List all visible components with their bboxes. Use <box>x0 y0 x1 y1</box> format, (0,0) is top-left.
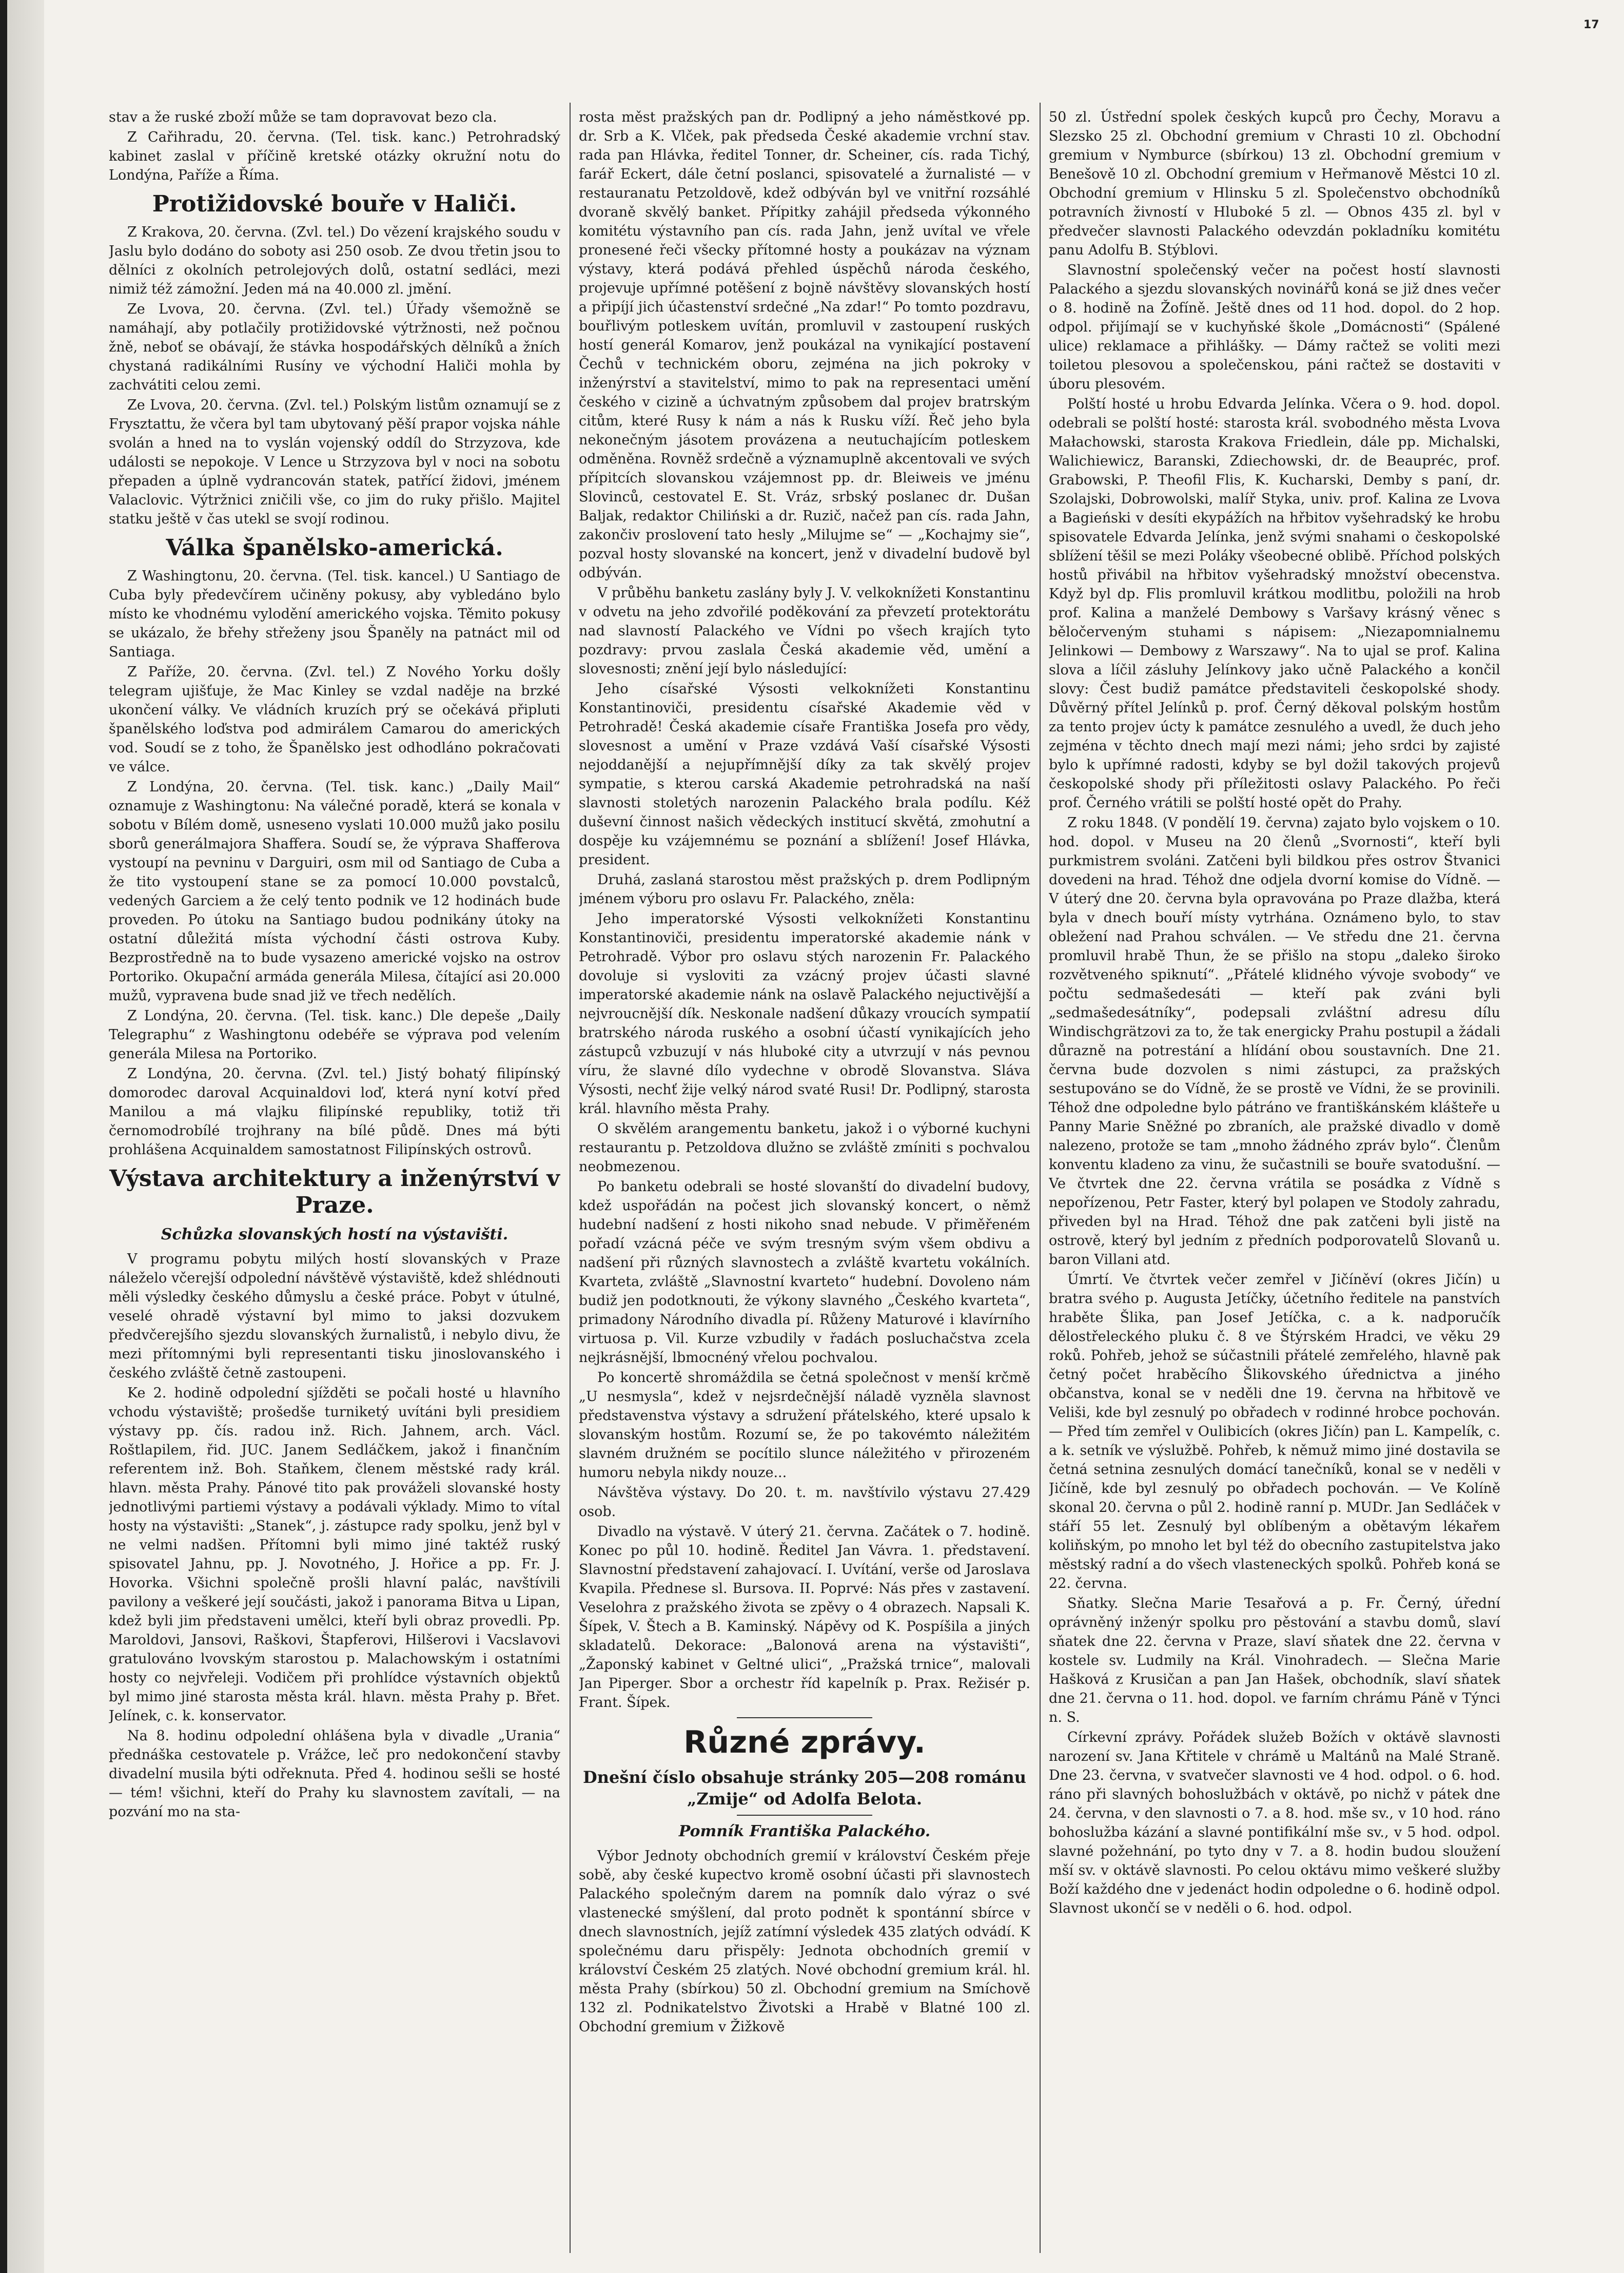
separator-rule <box>737 1717 872 1718</box>
separator-rule <box>737 1815 872 1816</box>
article-text: Z roku 1848. (V pondělí 19. června) zajato bylo vojskem o 10. hod. dopol. v Museu na 20 členů „Svornosti“, kteří byli purkmistrem svoláni. Zatčeni byli bildkou přes ostrov Štvanici dovedeni na hrad. Téhož dne odjela dvorní komise do Vídně. — V úterý dne 20. června byla opravována po Praze dlažba, která byla v dnech bouří místy vytrhána. Oznámeno bylo, to stav obležení nad Prahou schválen. — Ve středu dne 21. června promluvil hrabě Thun, že se přišlo na stopu „daleko široko rozvětveného spiknutí“. „Přátelé klidného vývoje svobody“ ve počtu sedmašedesáti — kteří pak zváni byli „sedmašedesátníky“, podepsali zvláštní adresu dílu Windischgrätzovi za to, že tak energicky Prahu postupil a žádali důrazně na potrestání a hlídání obou soustavních. Dne 21. června bude dozvolen s nimi zástupci, za pražských sestupováno se do Vídně, že se prostě ve Vídni, že se provinili. Téhož dne odpoledne bylo pátráno ve františkánském klášteře u Panny Marie Sněžné po zbraních, ale pražské divadlo v domě nalezeno, protože se tam „mnoho žádného zpráv bylo“. Členům konventu kladeno za vinu, že sučastnili se bouře svatodušní. — Ve čtvrtek dne 22. června vrátila se posádka z Vídně s nepořízenou, Petr Faster, který byl polapen ve Stodoly zahradu, přiveden byl na Hrad. Téhož dne pak zatčeni byli jistě na ostrově, který byl jedním z předních podporovatelů Slovanů u. baron Villani atd. <box>1049 815 1500 1268</box>
article-text: Z Krakova, 20. června. (Zvl. tel.) Do vězení krajského soudu v Jaslu bylo dodáno do soboty asi 250 osob. Ze dvou třetin jsou to dělníci z okolních petrolejových dolů, ostatní sedláci, mezi nimiž též zámožní. Jeden má na 40.000 zl. jmění. <box>109 224 560 297</box>
section-heading: Výstava architektury a inženýrství v Praze. <box>109 1165 560 1218</box>
article-text: Slavnostní společenský večer na počest hostí slavnosti Palackého a sjezdu slovanských novinářů koná se již dnes večer o 8. hodině na Žofíně. Ještě dnes od 11 hod. dopol. do 2 hop. odpol. přijímají se v kuchyňské škole „Domácnosti“ (Spálené ulice) reklamace a přihlášky. — Dámy račtež se voliti mezi toiletou plesovou a společenskou, páni račtež se dostaviti v úboru plesovém. <box>1049 262 1500 392</box>
article-text: V průběhu banketu zaslány byly J. V. velkoknížeti Konstantinu v odvetu na jeho zdvořilé poděkování za převzetí protektorátu nad slavností Palackého ve Vídni po všech krajích tyto pozdravy: prvou zaslala Česká akademie věd, umění a slovesnosti; znění její bylo následující: <box>579 585 1030 677</box>
column-end <box>1049 1919 1500 1924</box>
article-text: Ze Lvova, 20. června. (Zvl. tel.) Polským listům oznamují se z Frysztattu, že včera byl tam ubytovaný pěší prapor vojska náhle svolán a hned na to vyslán vojenský oddíl do Strzyzova, kde události se nepokoje. V Lence u Strzyzova byl v noci na sobotu přepaden a úplně vydrancován statek, patřící židovi, jménem Valaclovic. Výtržnici zničili vše, co jim do ruky přišlo. Majitel statku ještě v čas utekl se svojí rodinou. <box>109 397 560 527</box>
article-text: Sňatky. Slečna Marie Tesařová a p. Fr. Černý, úřední oprávněný inženýr spolku pro pěstování a stavbu domů, slaví sňatek dne 22. června v Praze, slaví sňatek dne 22. června v kostele sv. Ludmily na Král. Vinohradech. — Slečna Marie Hašková z Krusičan a pan Jan Hašek, obchodník, slaví sňatek dne 21. června o 11. hod. dopol. ve farním chrámu Páně v Týnci n. S. <box>1049 1596 1500 1725</box>
article-text: Výbor Jednoty obchodních gremií v království Českém přeje sobě, aby české kupectvo kromě osobní účasti při slavnostech Palackého společným darem na pomník dalo výraz o své vlastenecké smýšlení, dal proto podnět k spontánní sbírce v dnech slavnostních, jejíž zatímní výsledek 435 zlatých odvádí. K společnému daru přispěly: Jednota obchodních gremií v království Českém 25 zlatých. Nové obchodní gremium král. hl. města Prahy (sbírkou) 50 zl. Obchodní gremium na Smíchově 132 zl. Podnikatelstvo Životski a Hrabě v Blatné 100 zl. Obchodní gremium v Žižkově <box>579 1848 1030 2035</box>
section-heading: Různé zprávy. <box>683 1724 926 1760</box>
column-2 <box>579 108 1030 2253</box>
article-text: Z Washingtonu, 20. června. (Tel. tisk. kancel.) U Santiago de Cuba byly předevčírem učiněny pokusy, aby vybledáno bylo místo ke vhodnému vylodění amerického vojska. Těmito pokusy se ukázalo, že břehy střeženy jsou Španěly na patnáct mil od Santiaga. <box>109 568 560 660</box>
article-text: Na 8. hodinu odpolední ohlášena byla v divadle „Urania“ přednáška cestovatele p. Vrážce, leč pro nedokončení stavby divadelní musila býti odřeknuta. Před 4. hodinou sešli se hosté — tém! všichni, kteří do Prahy ku slavnostem zavítali, — na pozvání mo na sta- <box>109 1728 560 1820</box>
article-text: 50 zl. Ústřední spolek českých kupců pro Čechy, Moravu a Slezsko 25 zl. Obchodní gremium v Chrasti 10 zl. Obchodní gremium v Nymburce (sbírkou) 13 zl. Obchodní gremium v Benešově 10 zl. Obchodní gremium v Heřmanově Městci 10 zl. Obchodní gremium v Hlinsku 5 zl. Společenstvo obchodníků potravních živností v Hluboké 5 zl. — Obnos 435 zl. byl v předvečer slavnosti Palackého odevzdán pokladníku komitétu panu Adolfu B. Stýblovi. <box>1049 109 1500 258</box>
article-text: Z Paříže, 20. června. (Zvl. tel.) Z Nového Yorku došly telegram ujišťuje, že Mac Kinley se vzdal naděje na brzké ukončení války. Ve vládních kruzích prý se očekává připluti španělského loďstva pod admirálem Camarou do amerických vod. Soudí se z toho, že Španělsko jest odhodláno pokračovati ve válce. <box>109 664 560 775</box>
column-rule <box>570 103 571 2253</box>
article-text: Polští hosté u hrobu Edvarda Jelínka. Včera o 9. hod. dopol. odebrali se polští hosté: starosta král. svobodného města Lvova Małachowski, starosta Krakova Friedlein, dále pp. Michalski, Walichiewicz, Baranski, Zdiechowski, dr. de Beaupréc, prof. Grabowski, P. Theofil Flis, K. Kucharski, Demby s paní, dr. Szolajski, Dobrowolski, malíř Styka, univ. prof. Kalina ze Lvova a Bagieński v desíti ekypážích na hřbitov vyšehradský ke hrobu spisovatele Edvarda Jelínka, jenž svými snahami o českopolské sblížení těšil se mezi Poláky všeobecné oblibě. Příchod polských hostů přivábil na hřbitov vyšehradský množství obecenstva. Když byl dp. Flis promluvil krátkou modlitbu, položili na hrob prof. Kalina a manželé Dembowy s Varšavy krásný věnec s běločerveným stuhami s nápisem: „Niezapomnialnemu Jelinkowi — Dembowy z Warszawy“. Na to ujal se prof. Kalina slova a líčil zásluhy Jelínkovy jako učně Palackého a končil slovy: Čest budiž památce představiteli českopolské shody. Důvěrný přítel Jelínků p. prof. Černý děkoval polským hostům za tento projev úcty k památce zesnulého a uvedl, že duch jeho zejména v těchto dnech mají mezi námi; jeho srdci by zajisté bylo k upřímné radosti, kdyby se byl dožil takových projevů českopolské shody při příležitosti oslavy Palackého. Po řeči prof. Černého vrátili se polští hosté opět do Prahy. <box>1049 396 1500 811</box>
article-text: Jeho imperatorské Výsosti velkoknížeti Konstantinu Konstantinoviči, presidentu imperatorské akademie nánk v Petrohradě. Výbor pro oslavu stých narozenin Fr. Palackého dovoluje si vysloviti za vzácný projev účasti slavné imperatorské akademie nánk na oslavě Palackého nejuctivější a nejvroucnější dík. Neskonale nadšení důkazy vroucích sympatií bratrského národa ruského a osobní účastí vynikajících jeho zástupců vzbuzují v nás hluboké city a utvrzují v nás pevnou víru, že slavné dílo vydechne v obrodě Slovanstva. Sláva Výsosti, nechť žije velký národ svaté Rusi! Dr. Podlipný, starosta král. hlavního města Prahy. <box>579 911 1030 1117</box>
column-rule <box>1040 103 1041 2253</box>
article-text: Druhá, zaslaná starostou měst pražských p. drem Podlipným jménem výboru pro oslavu Fr. Palackého, zněla: <box>579 872 1030 907</box>
subheading: Schůzka slovanských hostí na výstavišti. <box>161 1226 508 1244</box>
article-text: Ke 2. hodině odpolední sjížděti se počali hosté u hlavního vchodu výstaviště; prošedše turniketý uvítáni byli presidiem výstavy pp. čís. radou inž. Rich. Jahnem, arch. Václ. Roštlapilem, řid. JUC. Janem Sedláčkem, jakož i finančním referentem inž. Boh. Staňkem, členem městské rady král. hlavn. města Prahy. Pánové tito pak prováželi slovanské hosty jednotlivými partiemi výstavy a podávali výklady. Mimo to vítal hosty na výstavišti: „Stanek“, j. zástupce rady spolku, jenž byl v ne velmi nadšen. Přítomni byli mimo jiné taktéž ruský spisovatel Jahnu, pp. J. Novotného, J. Hořice a pp. Fr. J. Hovorka. Všichni společně prošli hlavní palác, navštívili pavilony a veškeré její součásti, jakož i panorama Bitva u Lipan, kdež byli jim představeni umělci, kteří byli obraz provedli. Pp. Maroldovi, Jansovi, Raškovi, Štapferovi, Hilšerovi i Vacslavovi gratulováno lvovským starostou p. Malachowským i ostatními hosty co nejvřeleji. Vodičem při prohlídce výstavních objektů byl mimo jiné starosta města král. hlavn. města Prahy p. Břet. Jelínek, c. k. konservator. <box>109 1385 560 1724</box>
article-text: Divadlo na výstavě. V úterý 21. června. Začátek o 7. hodině. Konec po půl 10. hodině. Ředitel Jan Vávra. 1. představení. Slavnostní představení zahajovací. I. Uvítání, verše od Jaroslava Kvapila. Přednese sl. Bursova. II. Poprvé: Nás přes v zastavení. Veselohra z pražského života se zpěvy o 4 obrazech. Napsali K. Šípek, V. Štech a B. Kaminský. Nápěvy od K. Pospíšila a jiných skladatelů. Dekorace: „Balonová arena na výstavišti“, „Žaponský kabinet v Geltné ulici“, „Pražská trnice“, malovali Jan Piperger. Sbor a orchestr říd kapelník p. Prax. Režisér p. Frant. Šípek. <box>579 1524 1030 1711</box>
article-text: Z Londýna, 20. června. (Zvl. tel.) Jistý bohatý filipínský domorodec daroval Acquinaldovi loď, která nyní kotví před Manilou a má vlajku filipínské republiky, totiž tři černomodrobílé trojhrany na bílé půdě. Dnes má býti prohlášena Acquinaldem samostatnost Filipínských ostrovů. <box>109 1066 560 1158</box>
article-text: Úmrtí. Ve čtvrtek večer zemřel v Jičíněví (okres Jičín) u bratra svého p. Augusta Jetíčky, účetního ředitele na panstvích hraběte Šlika, pan Josef Jetíčka, c. a k. nadporučík dělostřeleckého pluku č. 8 ve Štýrském Hradci, ve věku 29 roků. Pohřeb, jehož se súčastnili přátelé zemřelého, hlavně pak četný počet hraběcího Šlikovského úřednictva a jiného občanstva, konal se v neděli dne 19. června na hřbitově ve Veliši, kde byl zesnulý po obřadech v rodinné hrobce pochován. — Před tím zemřel v Oulibicích (okres Jičín) pan L. Kampelík, c. a k. setník ve výslužbě. Pohřeb, k němuž mimo jiné dostavila se četná setnina zesnulých domácí tanečníků, konal se v neděli v Jičíně, kde byl zesnulý po obřadech pochován. — Ve Kolíně skonal 20. června o půl 2. hodině ranní p. MUDr. Jan Sedláček v stáří 55 let. Zesnulý byl oblíbeným a obětavým lékařem koliňským, po mnoho let byl též do obecního zastupitelstva jako městský radní a do všech vlasteneckých spolků. Pohřeb koná se 22. června. <box>1049 1272 1500 1591</box>
article-text: Z Londýna, 20. června. (Tel. tisk. kanc.) „Daily Mail“ oznamuje z Washingtonu: Na válečné poradě, která se konala v sobotu v Bílém domě, usneseno vyslati 10.000 mužů jako posilu sborů generálmajora Shaffera. Soudí se, že výprava Shafferova vystoupí na pevninu v Darguiri, osm mil od Santiago de Cuba a že tito vystoupení stane se za pomocí 10.000 povstalců, vedených Garciem a že celý tento podnik ve 12 hodinách bude proveden. Po útoku na Santiago budou podnikány útoky na ostatní důležitá místa východní části ostrova Kuby. Bezprostředně na to bude vysazeno americké vojsko na ostrov Portoriko. Okupační armáda generála Milesa, čítající asi 20.000 mužů, vypravena bude snad již ve třech nedělích. <box>109 779 560 1004</box>
article-text: Po banketu odebrali se hosté slovanští do divadelní budovy, kdež uspořádán na počest jich slovanský koncert, o němž hudební nadšení z hosti nikoho snad nebude. V přiměřeném pořadí vzácná péče ve svým tresným svým všem obdivu a nadšení při různých slavnostech a zvláště kvartetu vokálních. Kvarteta, zvláště „Slavnostní kvarteto“ hudební. Dovoleno nám budiž jen podotknouti, že výkony slavného „Českého kvarteta“, primadony Národního divadla pí. Růženy Maturové i klavírního virtuosa p. Vil. Kurze vzbudily v řadách posluchačstva zcela nejkrásnější, lbmocnéný vřelou pochvalou. <box>579 1179 1030 1366</box>
article-text: Jeho císařské Výsosti velkoknížeti Konstantinu Konstantinoviči, presidentu císařské Akademie věd v Petrohradě! Česká akademie císaře Františka Josefa pro vědy, slovesnost a umění v Praze vzdává Vaší císařské Výsosti nejoddanější a nejupřímnější díky za tak skvělý projev sympatie, s kterou carská Akademie petrohradská na naší slavnosti stoletých narozenin Palackého brala podílu. Kéž duševní činnost našich vědeckých institucí skvětá, zmohutní a dospěje ku vzájemnému se poznání a sblížení! Josef Hlávka, president. <box>579 681 1030 868</box>
article-text: Církevní zprávy. Pořádek služeb Božích v oktávě slavnosti narození sv. Jana Křtitele v chrámě u Maltánů na Malé Straně. Dne 23. června, v svatvečer slavnosti ve 4 hod. odpol. o 6. hod. ráno při slavných bohoslužbách v oktávě, po nichž v pátek dne 24. června, v den slavnosti o 7. a 8. hod. mše sv., v 10 hod. ráno bohoslužba kázání a slavné pontifikální mše sv., v 5 hod. odpol. slavné požehnání, po tyto dny v 7. a 8. hodin budou sloužení mší sv. v oktávě slavnosti. Po celou oktávu mimo veškeré služby Boží každého dne v jedenáct hodin odpoledne o 6. hodině odpol. Slavnost ukončí se v neděli o 6. hod. odpol. <box>1049 1730 1500 1916</box>
page-folio: 17 <box>1583 18 1599 31</box>
article-text: Z Cařihradu, 20. června. (Tel. tisk. kanc.) Petrohradský kabinet zaslal v příčině kretské otázky okružní notu do Londýna, Paříže a Říma. <box>109 129 560 183</box>
subheading: Pomník Františka Palackého. <box>678 1822 931 1840</box>
article-text: O skvělém arangementu banketu, jakož i o výborné kuchyni restaurantu p. Petzoldova dlužno se zvláště zmíniti s pochvalou neobmezenou. <box>579 1121 1030 1175</box>
article-text: stav a že ruské zboží může se tam dopravovat bezo cla. <box>109 109 497 125</box>
article-text: Z Londýna, 20. června. (Tel. tisk. kanc.) Dle depeše „Daily Telegraphu“ z Washingtonu odebéře se výprava pod velením generála Milesa na Portoriko. <box>109 1008 560 1062</box>
column-1 <box>109 108 560 2253</box>
scan-left-edge <box>0 0 44 2273</box>
section-heading: Protižidovské bouře v Haliči. <box>152 191 517 217</box>
column-3 <box>1049 108 1500 2253</box>
article-text: Ze Lvova, 20. června. (Zvl. tel.) Úřady všemožně se namáhají, aby potlačily protižidovské výtržnosti, než počnou žně, neboť se obávají, že stávka hospodářských dělníků a žních chystaná radikálními Rusíny ve východní Haliči mohla by zachvátiti celou zemi. <box>109 301 560 393</box>
section-heading: Válka španělsko-americká. <box>166 535 503 561</box>
lead-notice: Dnešní číslo obsahuje stránky 205—208 románu „Zmije“ od Adolfa Belota. <box>583 1767 1026 1809</box>
article-text: Po koncertě shromáždila se četná společnost v menší krčmě „U nesmysla“, kdež v nejsrdečnější náladě vyzněla slavnost představenstva výstavy a sdružení přátelského, které upsalo k slovanským hostům. Rozumí se, že po takovémto náležitém slavném družném se pocítilo slunce náležitého v přirozeném humoru nebyla nikdy nouze... <box>579 1370 1030 1481</box>
article-text: rosta měst pražských pan dr. Podlipný a jeho náměstkové pp. dr. Srb a K. Vlček, pak předseda České akademie vrchní stav. rada pan Hlávka, ředitel Tonner, dr. Scheiner, cís. rada Tichý, farář Eckert, dále četní poslanci, spisovatelé a žurnalisté — v restauranatu Petzoldově, kdež odbýván byl ve vnitřní rozsáhlé dvoraně skvělý banket. Přípitky zahájil předseda výkonného komitétu výstavního pan cís. rada Jahn, jenž uvítal ve vřele pronesené řeči všecky přítomné hosty a poukázav na význam výstavy, která podává přehled úspěchů národa českého, projevuje upřímné potěšení z bojně návštěvy slovanských hostí a připíjí jich účastenství srdečné „Na zdar!“ Po tomto pozdravu, bouřlivým potleskem uvítán, promluvil v zastoupení ruských hostí generál Komarov, jenž poukázal na vynikající postavení Čechů v technickém oboru, zejména na jich pokroky v inženýrství a stavitelství, mimo to pak na representaci umění českého v cizině a úchvatným způsobem dal projev bratrským citům, které Rusy k nám a nás k Rusku víží. Řeč jeho byla nekonečným jásotem provázena a neutuchajícím potleskem odměněna. Rovněž srdečně a významuplně akcentovali ve svých přípitcích slovanskou vzájemnost pp. dr. Bleiweis ve jménu Slovinců, cestovatel E. St. Vráz, srbský poslanec dr. Dušan Baljak, redaktor Chiliński a dr. Ruzič, načež pan cís. rada Jahn, zakončiv proslovení tato hesly „Milujme se“ — „Kochajmy sie“, pozval hosty slovanské na koncert, jenž v divadelní budově byl odbýván. <box>579 109 1030 581</box>
article-text: Návštěva výstavy. Do 20. t. m. navštívilo výstavu 27.429 osob. <box>579 1485 1030 1520</box>
article-text: V programu pobytu milých hostí slovanských v Praze náleželo včerejší odpolední návštěvě výstaviště, kdež shlédnouti měli výsledky českého důmyslu a české práce. Pobyt v útulné, veselé ohradě výstavní byl mimo to jaksi dozvukem předvčerejšího sjezdu slovanských žurnalistů, i nebylo divu, že mezi přítomnými byli representanti tisku jinoslovanského i českého zvláště četně zastoupeni. <box>109 1251 560 1381</box>
